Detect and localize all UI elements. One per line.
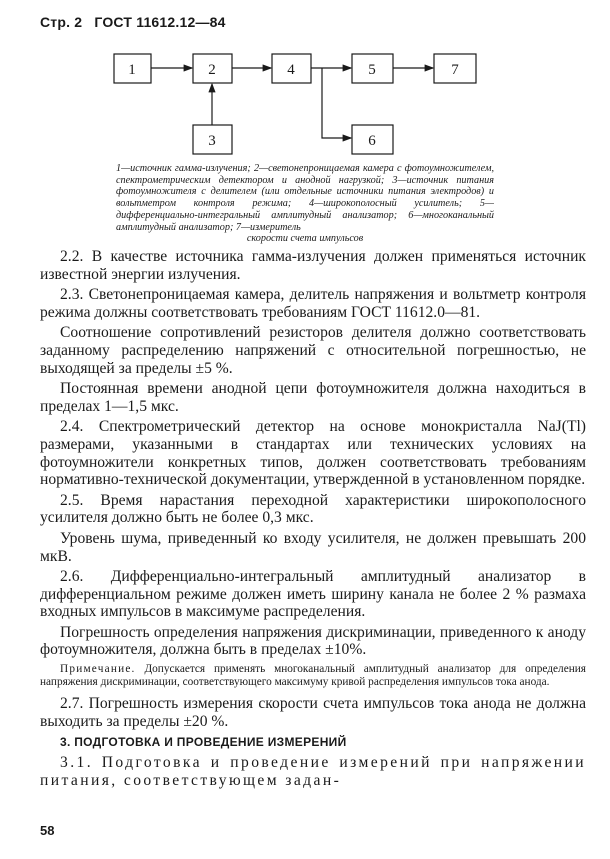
caption-text: 1—источник гамма-излучения; 2—светонепроницаемая камера с фотоумножителем, спектрометрическим детектором и анодной нагрузкой; 3—источник питания фотоумножителя с делителем (или отдельные источники питания электродов) и вольтметром контроля режима; 4—широкополосный усилитель; 5—дифференциально-интегральный амплитудный анализатор; 6—многоканальный амплитудный анализатор; 7—измеритель — [116, 163, 494, 233]
page-number: 58 — [40, 823, 55, 838]
paragraph-3-1: 3.1. Подготовка и проведение измерений при напряжении питания, соответствующем задан- — [40, 754, 586, 789]
diagram-label-6: 6 — [368, 133, 376, 149]
figure-caption — [116, 163, 494, 245]
paragraph-2-5: 2.5. Время нарастания переходной характеристики широкополосного усилителя должно быть не более 0,3 мкс. — [40, 491, 586, 527]
paragraph-2-7: 2.7. Погрешность измерения скорости счета импульсов тока анода не должна выходить за пределы ±20 %. — [40, 695, 586, 731]
diagram-label-3: 3 — [208, 133, 216, 149]
block-diagram — [0, 0, 610, 165]
diagram-label-1: 1 — [128, 62, 136, 78]
note-label: Примечание. — [60, 663, 136, 676]
paragraph-2-6: 2.6. Дифференциально-интегральный амплитудный анализатор в дифференциальном режиме должен иметь ширину канала не более 2 % размаха входных импульсов в максимуме распределения. — [40, 568, 586, 621]
paragraph-2-2: 2.2. В качестве источника гамма-излучения должен применяться источник известной энергии излучения. — [40, 248, 586, 283]
arrow-4-6 — [322, 68, 351, 138]
diagram-label-7: 7 — [451, 62, 459, 78]
diagram-label-4: 4 — [287, 62, 295, 78]
paragraph-2-3-resistors: Соотношение сопротивлений резисторов делителя должно соответствовать заданному распределению напряжений с относительной погрешностью, не выходящей за пределы ±5 %. — [40, 324, 586, 377]
note-text: Допускается применять многоканальный амплитудный анализатор для определения напряжения дискриминации, соответствующего максимуму кривой распределения импульсов тока анода. — [40, 663, 587, 689]
diagram-label-2: 2 — [208, 62, 216, 78]
paragraph-2-4: 2.4. Спектрометрический детектор на основе монокристалла NaJ(Tl) размерами, указанными в стандартах или технических условиях на фотоумножители конкретных типов, должен соответствовать требованиям нормативно-технической документации, утвержденной в установленном порядке. — [40, 418, 586, 489]
diagram-label-5: 5 — [368, 62, 376, 78]
caption-text-end: скорости счета импульсов — [246, 233, 364, 245]
paragraph-2-5-noise: Уровень шума, приведенный ко входу усилителя, не должен превышать 200 мкВ. — [40, 529, 586, 565]
paragraph-2-6-error: Погрешность определения напряжения дискриминации, приведенного к аноду фотоумножителя, должна быть в пределах ±10%. — [40, 623, 586, 659]
paragraph-2-3: 2.3. Светонепроницаемая камера, делитель напряжения и вольтметр контроля режима должны соответствовать требованиям ГОСТ 11612.0—81. — [40, 286, 586, 321]
document-body — [40, 248, 586, 792]
note — [40, 663, 586, 689]
section-3-title: 3. ПОДГОТОВКА И ПРОВЕДЕНИЕ ИЗМЕРЕНИЙ — [60, 734, 347, 749]
paragraph-2-3-time-constant: Постоянная времени анодной цепи фотоумножителя должна находиться в пределах 1—1,5 мкс. — [40, 380, 586, 415]
standard-number: ГОСТ 11612.12—84 — [94, 14, 226, 30]
page-label: Стр. 2 — [40, 14, 83, 30]
